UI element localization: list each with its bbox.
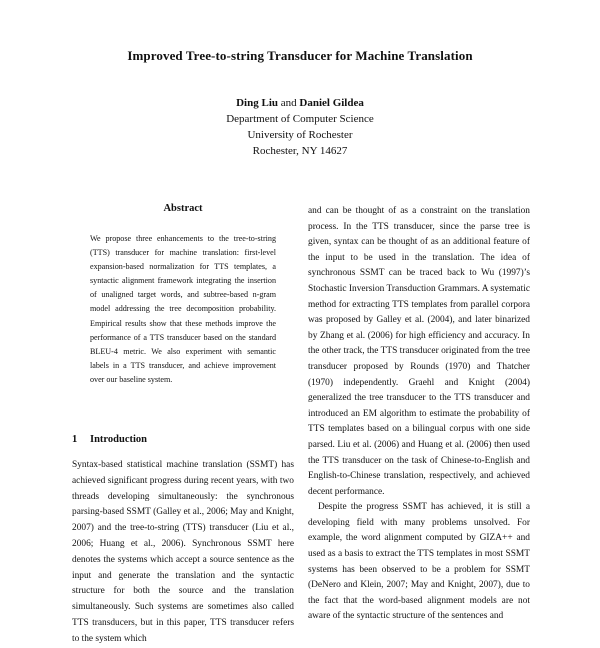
- abstract-heading: Abstract: [163, 203, 203, 214]
- section-number: 1: [72, 434, 78, 445]
- paper-title: Improved Tree-to-string Transducer for Machine Translation: [127, 48, 473, 63]
- section-title: Introduction: [90, 434, 147, 445]
- affiliation-city: Rochester, NY 14627: [252, 145, 348, 157]
- introduction-text: Syntax-based statistical machine translation (SSMT) has achieved significant progress during recent years, with two threads developing simultaneously: the synchronous parsing-based SSMT (Galley et al., 2006; May and Knight, 2007) and the tree-to-string (TTS) transducer (Liu et al., 2006; Huang et al., 2006). Synchronous SSMT here denotes the systems which accept a source sentence as the input and generate the translation and the syntactic structure for both the source and the translation simultaneously. Such systems are sometimes also called TTS transducers, but in this paper, TTS transducer refers to the system which: [72, 460, 294, 644]
- author-names: [0, 95, 600, 111]
- author-1: Ding Liu: [236, 97, 278, 109]
- section-heading-introduction: [72, 434, 294, 445]
- right-column-paragraph-2: Despite the progress SSMT has achieved, it is still a developing field with many problems unsolved. For example, the word alignment computed by GIZA++ and used as a basis to extract the TTS templates in most SSMT systems has been observed to be a problem for SSMT (DeNero and Klein, 2007; May and Knight, 2007), due to the fact that the word-based alignment models are not aware of the syntactic structure of the sentences and: [308, 502, 530, 622]
- abstract-text: We propose three enhancements to the tree-to-string (TTS) transducer for machine translation: first-level expansion-based normalization for TTS templates, a syntactic alignment framework integrating the insertion of unaligned target words, and subtree-based n-gram model addressing the tree decomposition probability. Empirical results show that these methods improve the performance of a TTS transducer based on the standard BLEU-4 metric. We also experiment with semantic labels in a TTS transducer, and achieve improvement over our baseline system.: [90, 234, 276, 384]
- affiliation-department: Department of Computer Science: [226, 113, 374, 125]
- affiliation-university: University of Rochester: [247, 129, 353, 141]
- right-column: [308, 204, 530, 625]
- author-2: Daniel Gildea: [299, 97, 364, 109]
- right-column-paragraph-1: and can be thought of as a constraint on the translation process. In the TTS transducer, since the parse tree is given, syntax can be thought of as an additional feature of the input to be used in the translation. The idea of synchronous SSMT can be traced back to Wu (1997)’s Stochastic Inversion Transduction Grammars. A systematic method for extracting TTS templates from parallel corpora was proposed by Galley et al. (2004), and later binarized by Zhang et al. (2006) for high efficiency and accuracy. In the other track, the TTS transducer originated from the tree transducer proposed by Rounds (1970) and Thatcher (1970) independently. Graehl and Knight (2004) generalized the tree transducer to the TTS transducer and introduced an EM algorithm to estimate the probability of TTS templates based on a bilingual corpus with one side parsed. Liu et al. (2006) and Huang et al. (2006) then used the TTS transducer on the task of Chinese-to-English and English-to-Chinese translation, respectively, and achieved decent performance.: [308, 206, 530, 497]
- author-separator: and: [280, 97, 297, 109]
- author-block: [0, 95, 600, 159]
